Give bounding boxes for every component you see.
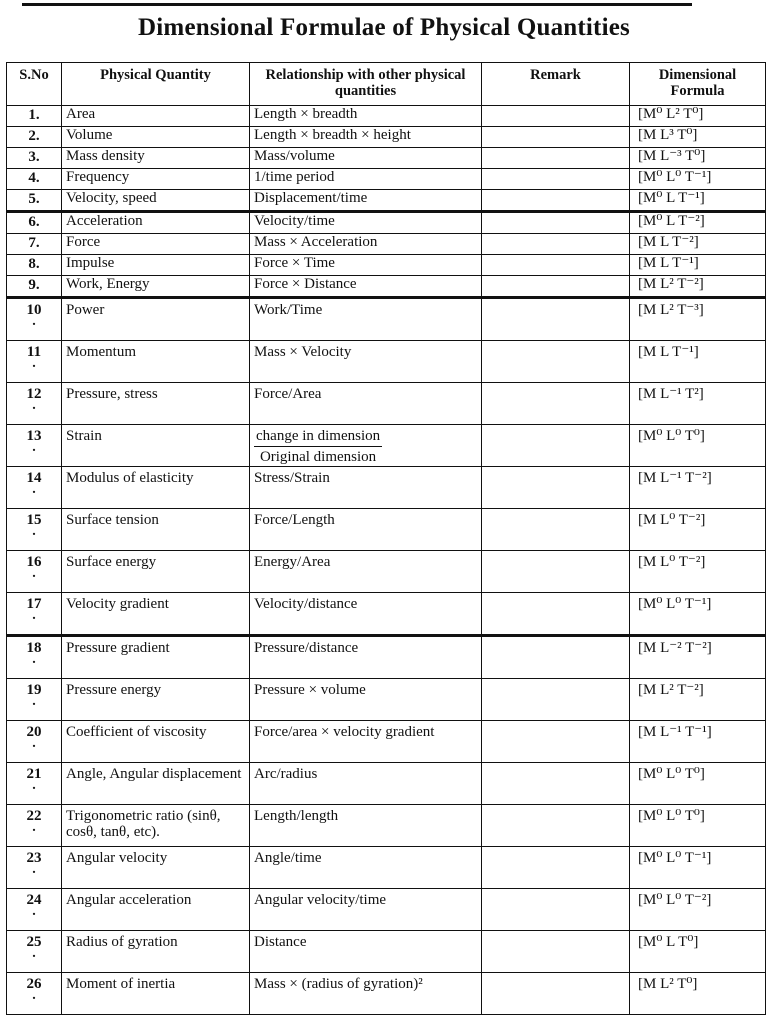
row-relationship: Angle/time [250, 847, 482, 889]
row-relationship: Pressure × volume [250, 679, 482, 721]
row-formula: [M L⁰ T⁻²] [630, 509, 766, 551]
row-sno-number: 14 [26, 470, 42, 486]
row-quantity: Velocity gradient [62, 593, 250, 636]
row-formula: [M⁰ L T⁰] [630, 931, 766, 973]
row-remark [482, 127, 630, 148]
row-sno [7, 551, 62, 593]
row-quantity: Angle, Angular displacement [62, 763, 250, 805]
row-formula: [M⁰ L⁰ T⁻²] [630, 889, 766, 931]
row-sno [7, 467, 62, 509]
row-sno-number: 23 [26, 850, 42, 866]
row-relationship: Length/length [250, 805, 482, 847]
table-row [7, 847, 766, 889]
row-sno [7, 509, 62, 551]
table-row [7, 509, 766, 551]
row-sno-dot: . [32, 524, 36, 539]
row-sno [7, 383, 62, 425]
row-quantity: Trigonometric ratio (sinθ, cosθ, tanθ, etc). [62, 805, 250, 847]
row-sno-dot: . [32, 946, 36, 961]
row-sno [7, 679, 62, 721]
row-formula: [M⁰ L⁰ T⁻¹] [630, 593, 766, 636]
fraction-denominator: Original dimension [259, 449, 377, 465]
row-formula: [M L T⁻¹] [630, 255, 766, 276]
table-row [7, 467, 766, 509]
row-remark [482, 169, 630, 190]
row-remark [482, 763, 630, 805]
row-sno: 3. [7, 148, 62, 169]
row-sno: 8. [7, 255, 62, 276]
row-quantity: Radius of gyration [62, 931, 250, 973]
row-remark [482, 148, 630, 169]
row-formula: [M L⁻¹ T²] [630, 383, 766, 425]
row-relationship: Length × breadth × height [250, 127, 482, 148]
row-formula: [M L⁻¹ T⁻¹] [630, 721, 766, 763]
row-quantity: Surface tension [62, 509, 250, 551]
row-sno: 4. [7, 169, 62, 190]
row-sno-number: 26 [26, 976, 42, 992]
table-row [7, 425, 766, 467]
table-row [7, 148, 766, 169]
row-quantity: Modulus of elasticity [62, 467, 250, 509]
row-quantity: Area [62, 106, 250, 127]
row-formula: [M⁰ L⁰ T⁻¹] [630, 169, 766, 190]
row-relationship: Mass × Acceleration [250, 234, 482, 255]
row-sno-number: 21 [26, 766, 42, 782]
row-quantity: Impulse [62, 255, 250, 276]
row-quantity: Acceleration [62, 212, 250, 234]
top-rule [22, 3, 692, 6]
row-remark [482, 276, 630, 298]
row-remark [482, 190, 630, 212]
row-relationship: Force × Distance [250, 276, 482, 298]
row-quantity: Frequency [62, 169, 250, 190]
row-sno-number: 10 [26, 302, 42, 318]
header-relationship: Relationship with other physical quantities [250, 63, 482, 106]
table-row [7, 636, 766, 679]
row-remark [482, 973, 630, 1015]
row-relationship: Force/Length [250, 509, 482, 551]
row-relationship: Energy/Area [250, 551, 482, 593]
row-sno-dot: . [32, 862, 36, 877]
row-sno-dot: . [32, 440, 36, 455]
row-quantity: Force [62, 234, 250, 255]
row-remark [482, 212, 630, 234]
row-sno-dot: . [32, 988, 36, 1003]
row-remark [482, 106, 630, 127]
table-row [7, 169, 766, 190]
dimensional-formulae-table [6, 62, 766, 1015]
row-sno-number: 19 [26, 682, 42, 698]
row-remark [482, 636, 630, 679]
row-quantity: Moment of inertia [62, 973, 250, 1015]
row-relationship: Arc/radius [250, 763, 482, 805]
row-relationship: Velocity/time [250, 212, 482, 234]
row-remark [482, 467, 630, 509]
row-sno-dot: . [32, 694, 36, 709]
row-formula: [M L T⁻¹] [630, 341, 766, 383]
row-formula: [M L⁰ T⁻²] [630, 551, 766, 593]
row-sno-number: 15 [26, 512, 42, 528]
row-sno-number: 25 [26, 934, 42, 950]
table-row [7, 383, 766, 425]
row-remark [482, 889, 630, 931]
row-relationship: Mass/volume [250, 148, 482, 169]
row-formula: [M L⁻³ T⁰] [630, 148, 766, 169]
row-sno-dot: . [32, 482, 36, 497]
table-row [7, 298, 766, 341]
row-remark [482, 551, 630, 593]
row-formula: [M L² T⁰] [630, 973, 766, 1015]
table-row [7, 805, 766, 847]
row-remark [482, 509, 630, 551]
row-sno-dot: . [32, 314, 36, 329]
table-row [7, 106, 766, 127]
header-remark: Remark [482, 63, 630, 106]
table-row [7, 593, 766, 636]
row-formula: [M L² T⁻²] [630, 276, 766, 298]
row-quantity: Pressure, stress [62, 383, 250, 425]
row-remark [482, 255, 630, 276]
row-quantity: Strain [62, 425, 250, 467]
table-row [7, 190, 766, 212]
table-row [7, 212, 766, 234]
row-sno [7, 973, 62, 1015]
row-relationship: Displacement/time [250, 190, 482, 212]
row-sno-dot: . [32, 904, 36, 919]
row-sno-dot: . [32, 356, 36, 371]
row-quantity: Power [62, 298, 250, 341]
row-relationship: Mass × (radius of gyration)² [250, 973, 482, 1015]
table-row [7, 721, 766, 763]
row-quantity: Coefficient of viscosity [62, 721, 250, 763]
row-relationship: Stress/Strain [250, 467, 482, 509]
table-row [7, 931, 766, 973]
row-formula: [M⁰ L T⁻²] [630, 212, 766, 234]
row-quantity: Pressure energy [62, 679, 250, 721]
row-formula: [M⁰ L T⁻¹] [630, 190, 766, 212]
table-row [7, 234, 766, 255]
row-formula: [M L T⁻²] [630, 234, 766, 255]
row-relationship: Mass × Velocity [250, 341, 482, 383]
row-sno: 7. [7, 234, 62, 255]
row-quantity: Momentum [62, 341, 250, 383]
row-sno-number: 22 [26, 808, 42, 824]
fraction-numerator: change in dimension [254, 428, 382, 447]
row-remark [482, 679, 630, 721]
row-remark [482, 721, 630, 763]
table-row [7, 255, 766, 276]
row-sno [7, 805, 62, 847]
row-quantity: Velocity, speed [62, 190, 250, 212]
row-relationship: Force/area × velocity gradient [250, 721, 482, 763]
row-sno-dot: . [32, 608, 36, 623]
row-sno-number: 20 [26, 724, 42, 740]
row-sno [7, 889, 62, 931]
page-title: Dimensional Formulae of Physical Quantities [138, 14, 630, 41]
row-sno-dot: . [32, 398, 36, 413]
row-formula: [M L² T⁻³] [630, 298, 766, 341]
row-remark [482, 931, 630, 973]
table-row [7, 889, 766, 931]
row-sno-number: 24 [26, 892, 42, 908]
row-formula: [M⁰ L⁰ T⁻¹] [630, 847, 766, 889]
row-relationship: Force × Time [250, 255, 482, 276]
row-relationship: Pressure/distance [250, 636, 482, 679]
row-relationship [250, 425, 482, 467]
table-row [7, 763, 766, 805]
row-remark [482, 593, 630, 636]
row-relationship: Angular velocity/time [250, 889, 482, 931]
row-sno: 6. [7, 212, 62, 234]
row-sno-dot: . [32, 652, 36, 667]
row-sno: 2. [7, 127, 62, 148]
header-dimensional-formula: Dimensional Formula [630, 63, 766, 106]
row-relationship: Distance [250, 931, 482, 973]
row-sno-number: 17 [26, 596, 42, 612]
row-quantity: Angular acceleration [62, 889, 250, 931]
row-formula: [M L⁻¹ T⁻²] [630, 467, 766, 509]
row-sno [7, 931, 62, 973]
row-remark [482, 383, 630, 425]
row-sno-number: 11 [26, 344, 42, 360]
row-sno [7, 298, 62, 341]
row-relationship: Work/Time [250, 298, 482, 341]
row-quantity: Angular velocity [62, 847, 250, 889]
row-sno-dot: . [32, 736, 36, 751]
row-sno: 1. [7, 106, 62, 127]
table-row [7, 679, 766, 721]
row-sno-dot: . [32, 566, 36, 581]
row-formula: [M L² T⁻²] [630, 679, 766, 721]
row-sno [7, 593, 62, 636]
row-sno-number: 12 [26, 386, 42, 402]
row-sno [7, 341, 62, 383]
row-remark [482, 847, 630, 889]
row-quantity: Work, Energy [62, 276, 250, 298]
row-relationship: Velocity/distance [250, 593, 482, 636]
table-row [7, 276, 766, 298]
row-sno [7, 425, 62, 467]
table-row [7, 341, 766, 383]
row-sno [7, 847, 62, 889]
row-relationship: Length × breadth [250, 106, 482, 127]
row-formula: [M⁰ L⁰ T⁰] [630, 763, 766, 805]
row-remark [482, 298, 630, 341]
row-formula: [M L⁻² T⁻²] [630, 636, 766, 679]
row-remark [482, 234, 630, 255]
row-sno [7, 721, 62, 763]
row-sno-dot: . [32, 778, 36, 793]
header-physical-quantity: Physical Quantity [62, 63, 250, 106]
strain-fraction [254, 428, 382, 465]
row-sno [7, 763, 62, 805]
row-sno: 9. [7, 276, 62, 298]
row-formula: [M⁰ L² T⁰] [630, 106, 766, 127]
row-sno [7, 636, 62, 679]
row-remark [482, 425, 630, 467]
table-row [7, 551, 766, 593]
row-remark [482, 805, 630, 847]
header-sno: S.No [7, 63, 62, 106]
row-sno-number: 18 [26, 640, 42, 656]
row-sno: 5. [7, 190, 62, 212]
row-quantity: Pressure gradient [62, 636, 250, 679]
row-sno-number: 13 [26, 428, 42, 444]
row-formula: [M L³ T⁰] [630, 127, 766, 148]
row-formula: [M⁰ L⁰ T⁰] [630, 425, 766, 467]
row-remark [482, 341, 630, 383]
table-row [7, 127, 766, 148]
table-header-row [7, 63, 766, 106]
row-relationship: 1/time period [250, 169, 482, 190]
row-sno-number: 16 [26, 554, 42, 570]
row-formula: [M⁰ L⁰ T⁰] [630, 805, 766, 847]
row-sno-dot: . [32, 820, 36, 835]
row-quantity: Surface energy [62, 551, 250, 593]
table-row [7, 973, 766, 1015]
row-quantity: Volume [62, 127, 250, 148]
row-quantity: Mass density [62, 148, 250, 169]
row-relationship: Force/Area [250, 383, 482, 425]
